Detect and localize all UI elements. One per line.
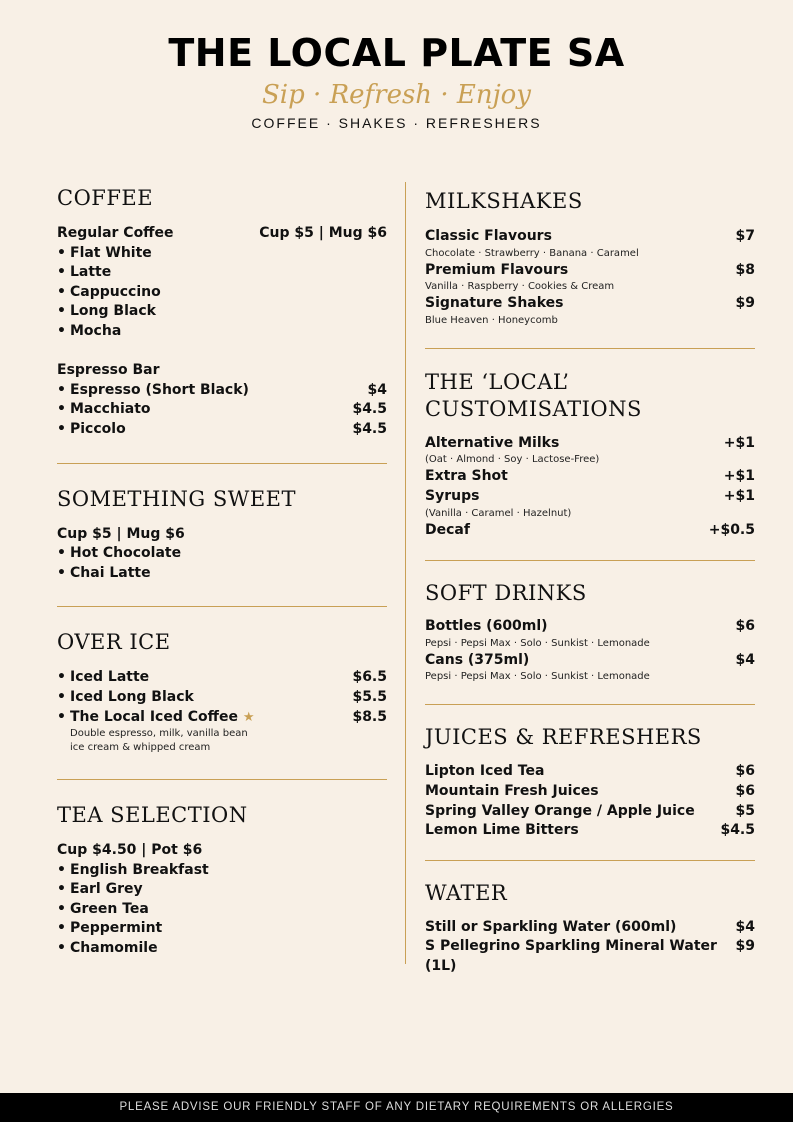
section-title-line: THE ‘LOCAL’ <box>425 369 570 394</box>
item-price: $8.5 <box>352 708 387 725</box>
something-sweet-section <box>57 486 387 584</box>
section-title: SOFT DRINKS <box>425 581 587 606</box>
item-description: Pepsi · Pepsi Max · Solo · Sunkist · Lemonade <box>425 671 650 683</box>
item-price: +$1 <box>723 468 755 485</box>
star-icon: ★ <box>242 709 255 725</box>
list-item: • Mocha <box>57 322 387 342</box>
special-item-name: The Local Iced Coffee <box>70 708 238 725</box>
item-name: Regular Coffee <box>57 225 174 241</box>
menu-header <box>0 30 793 131</box>
item-price: $4 <box>367 381 387 398</box>
list-item: • Chamomile <box>57 939 387 959</box>
list-item: • Peppermint <box>57 919 387 939</box>
allergy-footer: PLEASE ADVISE OUR FRIENDLY STAFF OF ANY DIETARY REQUIREMENTS OR ALLERGIES <box>0 1093 793 1122</box>
list-item: • Flat White <box>57 244 387 264</box>
list-item: • Latte <box>57 263 387 283</box>
soft-drinks-section <box>425 580 755 684</box>
item-price: $8 <box>735 261 755 278</box>
item-name: • Iced Long Black <box>57 688 194 708</box>
section-divider <box>57 463 387 464</box>
section-title: TEA SELECTION <box>57 803 248 828</box>
section-divider <box>57 606 387 607</box>
list-item: • Green Tea <box>57 900 387 920</box>
section-divider <box>425 860 755 861</box>
list-item: • Chai Latte <box>57 564 387 584</box>
tagline: Sip · Refresh · Enjoy <box>262 80 531 110</box>
item-price: $5 <box>735 802 755 819</box>
list-item <box>425 467 755 487</box>
item-price: $6 <box>735 618 755 635</box>
section-title-line: CUSTOMISATIONS <box>425 396 642 421</box>
item-price: $6.5 <box>352 669 387 686</box>
item-name: Lemon Lime Bitters <box>425 822 579 839</box>
list-item: • Earl Grey <box>57 880 387 900</box>
item-name: Bottles (600ml) <box>425 618 548 635</box>
item-price: $7 <box>735 228 755 244</box>
item-name: Classic Flavours <box>425 228 552 244</box>
section-divider <box>425 704 755 705</box>
item-name: • Macchiato <box>57 400 151 420</box>
item-name: Spring Valley Orange / Apple Juice <box>425 802 695 819</box>
list-item: • Cappuccino <box>57 283 387 303</box>
list-item <box>425 821 755 841</box>
page-title: THE LOCAL PLATE SA <box>168 31 625 75</box>
item-price: $5.5 <box>352 688 387 705</box>
section-divider <box>425 560 755 561</box>
water-section <box>425 880 755 977</box>
regular-coffee-row <box>57 224 387 244</box>
item-name: S Pellegrino Sparkling Mineral Water (1L) <box>425 938 717 974</box>
section-title: WATER <box>425 880 508 905</box>
item-name: • Iced Latte <box>57 668 149 688</box>
item-price: +$1 <box>723 487 755 504</box>
list-item <box>425 782 755 802</box>
item-price: $9 <box>735 938 755 955</box>
list-item <box>57 381 387 401</box>
item-name: Mountain Fresh Juices <box>425 782 599 799</box>
section-title: MILKSHAKES <box>425 189 583 213</box>
section-title: OVER ICE <box>57 630 171 655</box>
list-item: • Hot Chocolate <box>57 544 387 564</box>
item-price: $4 <box>735 651 755 668</box>
item-description: (Oat · Almond · Soy · Lactose-Free) <box>425 454 600 466</box>
list-item: • Long Black <box>57 302 387 322</box>
list-item <box>425 918 755 938</box>
section-title: COFFEE <box>57 186 154 210</box>
espresso-bar-label: Espresso Bar <box>57 362 160 379</box>
item-name: Signature Shakes <box>425 295 564 312</box>
item-description: (Vanilla · Caramel · Hazelnut) <box>425 507 572 519</box>
subtitle: COFFEE · SHAKES · REFRESHERS <box>251 115 542 131</box>
tea-selection-section <box>57 802 387 959</box>
column-divider <box>405 182 406 964</box>
item-description: ice cream & whipped cream <box>70 742 211 754</box>
list-item <box>425 434 755 454</box>
left-column <box>57 185 387 959</box>
item-name: Still or Sparkling Water (600ml) <box>425 918 677 935</box>
item-price: $4.5 <box>352 420 387 437</box>
list-item <box>425 294 755 314</box>
item-price: $4 <box>735 918 755 935</box>
list-item <box>425 762 755 782</box>
item-price: Cup $5 | Mug $6 <box>259 225 387 241</box>
item-name: Alternative Milks <box>425 434 560 451</box>
item-price: $6 <box>735 763 755 780</box>
item-price: $4.5 <box>352 401 387 418</box>
item-price: $9 <box>735 295 755 312</box>
item-price: +$0.5 <box>708 521 755 538</box>
coffee-section <box>57 185 387 440</box>
item-description: Vanilla · Raspberry · Cookies & Cream <box>425 281 615 293</box>
item-name: Cans (375ml) <box>425 651 530 668</box>
item-name: • Piccolo <box>57 420 126 440</box>
list-item <box>425 937 755 976</box>
list-item <box>57 400 387 420</box>
section-divider <box>57 779 387 780</box>
juices-section <box>425 724 755 840</box>
list-item <box>425 487 755 507</box>
list-item <box>425 521 755 541</box>
section-title: SOMETHING SWEET <box>57 486 297 511</box>
list-item <box>57 688 387 708</box>
item-description: Double espresso, milk, vanilla bean <box>70 728 248 740</box>
section-divider <box>425 348 755 349</box>
list-item <box>425 651 755 671</box>
list-item <box>57 420 387 440</box>
section-title <box>425 369 755 423</box>
tea-price: Cup $4.50 | Pot $6 <box>57 842 203 859</box>
item-description: Pepsi · Pepsi Max · Solo · Sunkist · Lemonade <box>425 637 650 649</box>
milkshakes-section <box>425 188 755 328</box>
section-title: JUICES & REFRESHERS <box>425 725 702 750</box>
list-item <box>425 261 755 281</box>
item-description: Blue Heaven · Honeycomb <box>425 314 558 326</box>
list-item <box>425 802 755 822</box>
item-name: Premium Flavours <box>425 261 569 278</box>
item-name: Lipton Iced Tea <box>425 763 545 780</box>
item-price: +$1 <box>723 434 755 451</box>
list-item <box>425 617 755 637</box>
list-item: • English Breakfast <box>57 861 387 881</box>
item-name <box>57 708 255 728</box>
item-name: Extra Shot <box>425 468 508 485</box>
right-column <box>425 188 755 977</box>
item-price: $4.5 <box>720 822 755 839</box>
list-item <box>57 668 387 688</box>
sweet-price: Cup $5 | Mug $6 <box>57 525 185 542</box>
customisations-section <box>425 369 755 540</box>
item-description: Chocolate · Strawberry · Banana · Caramel <box>425 247 639 259</box>
item-name: Decaf <box>425 521 470 538</box>
item-price: $6 <box>735 782 755 799</box>
item-name: • Espresso (Short Black) <box>57 381 249 401</box>
over-ice-section <box>57 629 387 755</box>
list-item <box>425 227 755 247</box>
item-name: Syrups <box>425 487 480 504</box>
list-item <box>57 708 387 728</box>
